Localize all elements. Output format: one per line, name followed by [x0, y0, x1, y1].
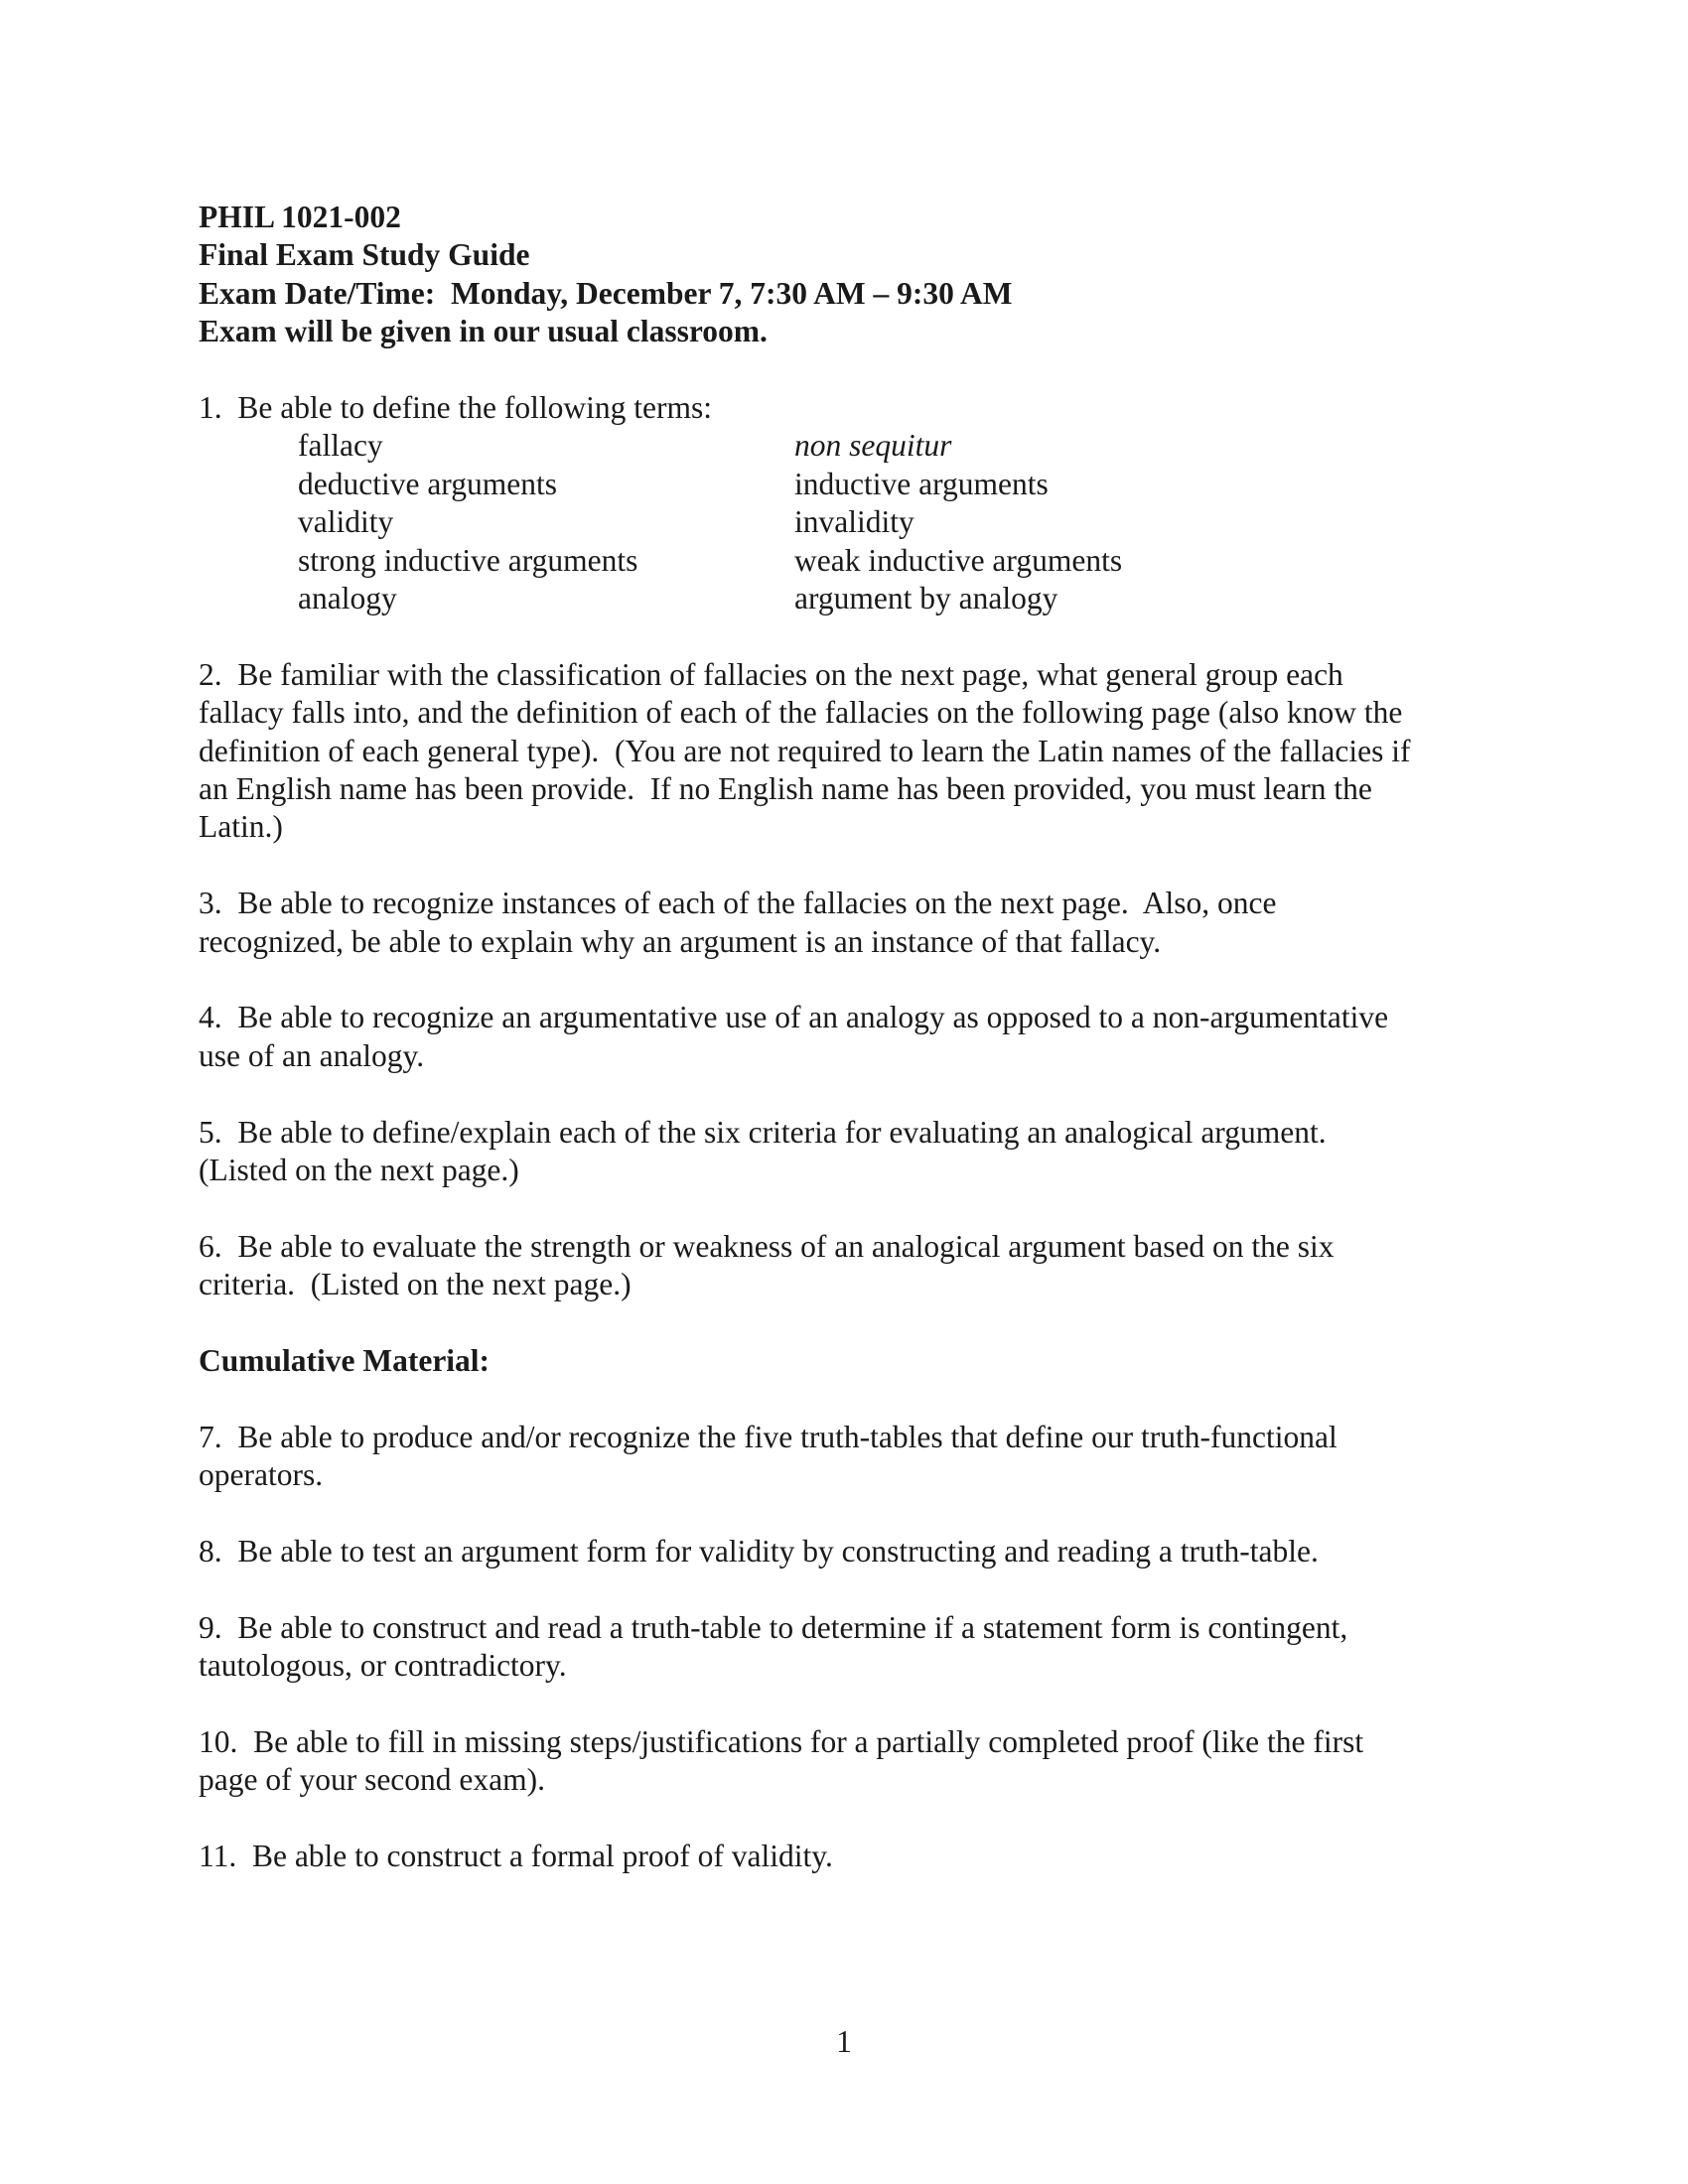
term: non sequitur: [794, 428, 952, 464]
text-line: 4. Be able to recognize an argumentative use of an analogy as opposed to a non-argumentative: [199, 1000, 1389, 1035]
text-line: 3. Be able to recognize instances of each of the fallacies on the next page. Also, once: [199, 886, 1277, 921]
item-2: [199, 656, 1489, 847]
cumulative-heading: Cumulative Material:: [199, 1343, 491, 1379]
item-8: [199, 1533, 1489, 1570]
text-line: 11. Be able to construct a formal proof of validity.: [199, 1839, 833, 1874]
text-line: page of your second exam).: [199, 1762, 545, 1798]
text-line: definition of each general type). (You are not required to learn the Latin names of the fallacies if: [199, 733, 1411, 768]
text-line: 5. Be able to define/explain each of the six criteria for evaluating an analogical argument.: [199, 1114, 1327, 1150]
exam-datetime: Exam Date/Time: Monday, December 7, 7:30 AM – 9:30 AM: [199, 275, 1013, 311]
item-4: [199, 999, 1489, 1075]
text-line: recognized, be able to explain why an argument is an instance of that fallacy.: [199, 923, 1162, 959]
term: fallacy: [298, 428, 383, 464]
item-1: [199, 389, 1489, 617]
term: weak inductive arguments: [794, 542, 1123, 578]
text-line: fallacy falls into, and the definition of each of the fallacies on the following page (also know the: [199, 695, 1403, 731]
text-line: use of an analogy.: [199, 1037, 425, 1073]
item-3: [199, 885, 1489, 961]
text-line: 9. Be able to construct and read a truth-table to determine if a statement form is contingent,: [199, 1609, 1348, 1645]
item-10: [199, 1723, 1489, 1800]
term: inductive arguments: [794, 466, 1049, 501]
text-line: Latin.): [199, 809, 283, 845]
term: analogy: [298, 581, 397, 616]
text-line: an English name has been provide. If no English name has been provided, you must learn the: [199, 771, 1372, 807]
item-1-text: 1. Be able to define the following terms:: [199, 390, 712, 426]
header-block: [199, 199, 1489, 351]
item-11: [199, 1838, 1489, 1875]
text-line: operators.: [199, 1457, 324, 1493]
term: argument by analogy: [794, 581, 1058, 616]
text-line: 8. Be able to test an argument form for validity by constructing and reading a truth-table.: [199, 1534, 1319, 1570]
text-line: 6. Be able to evaluate the strength or weakness of an analogical argument based on the six: [199, 1228, 1335, 1264]
term: strong inductive arguments: [298, 542, 638, 578]
text-line: 7. Be able to produce and/or recognize the five truth-tables that define our truth-functional: [199, 1419, 1337, 1454]
item-7: [199, 1419, 1489, 1495]
document-title: Final Exam Study Guide: [199, 237, 530, 273]
text-line: 2. Be familiar with the classification of fallacies on the next page, what general group each: [199, 656, 1343, 692]
item-5: [199, 1114, 1489, 1190]
text-line: tautologous, or contradictory.: [199, 1648, 567, 1684]
terms-table: [298, 427, 1489, 617]
item-9: [199, 1609, 1489, 1686]
term: deductive arguments: [298, 466, 557, 501]
study-guide-content: [199, 199, 1489, 1876]
text-line: (Listed on the next page.): [199, 1153, 519, 1188]
term: validity: [298, 504, 394, 540]
page-number: 1: [836, 2024, 852, 2059]
exam-location: Exam will be given in our usual classroom.: [199, 314, 768, 349]
item-6: [199, 1228, 1489, 1304]
term: invalidity: [794, 504, 914, 540]
text-line: criteria. (Listed on the next page.): [199, 1267, 632, 1302]
course-code: PHIL 1021-002: [199, 200, 401, 234]
text-line: 10. Be able to fill in missing steps/justifications for a partially completed proof (like the first: [199, 1724, 1364, 1760]
